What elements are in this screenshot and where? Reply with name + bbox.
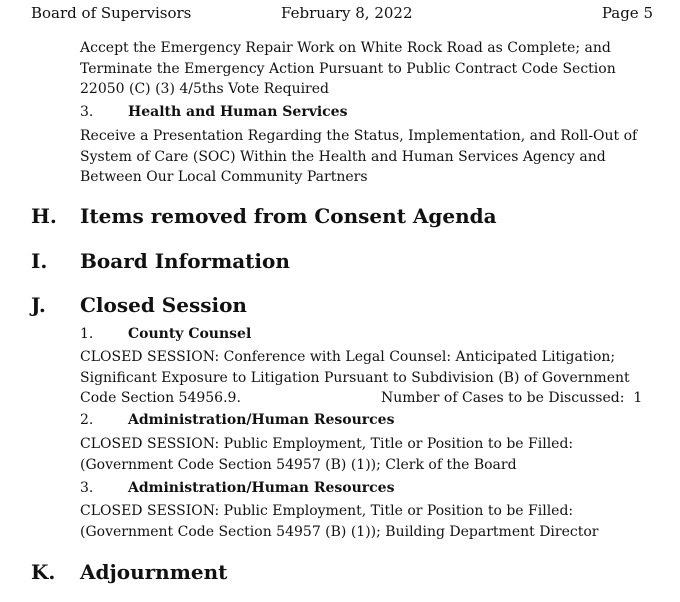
cases-label: Number of Cases to be Discussed: — [381, 390, 625, 406]
intro-line: Accept the Emergency Repair Work on White Rock Road as Complete; and — [80, 40, 611, 56]
agenda-item-health-human-services — [80, 103, 347, 121]
intro-line: Terminate the Emergency Action Pursuant to Public Contract Code Section — [80, 60, 616, 77]
section-letter: J. — [31, 293, 46, 317]
description-line: (Government Code Section 54957 (B) (1)); Clerk of the Board — [80, 456, 517, 473]
description-line: System of Care (SOC) Within the Health and Human Services Agency and — [80, 148, 606, 165]
description-line: CLOSED SESSION: Public Employment, Title or Position to be Filled: — [80, 503, 574, 519]
description-line: Receive a Presentation Regarding the Status, Implementation, and Roll-Out of — [80, 128, 638, 144]
item-description — [80, 434, 660, 475]
agenda-item-admin-hr-building — [80, 479, 394, 497]
item-description — [80, 126, 660, 188]
item-title: Administration/Human Resources — [128, 412, 395, 428]
item-title: Administration/Human Resources — [128, 480, 395, 496]
description-text: Code Section 54956.9. — [80, 390, 241, 406]
description-line: CLOSED SESSION: Conference with Legal Counsel: Anticipated Litigation; — [80, 349, 616, 365]
description-line: Between Our Local Community Partners — [80, 169, 368, 185]
cases-value: 1 — [633, 390, 643, 406]
intro-line: 22050 (C) (3) 4/5ths Vote Required — [80, 81, 329, 97]
agenda-item-admin-hr-clerk — [80, 411, 394, 429]
item-number: 2. — [80, 412, 94, 428]
item-title: Health and Human Services — [128, 104, 348, 120]
header-page-number: Page 5 — [601, 4, 653, 22]
description-line: (Government Code Section 54957 (B) (1)); Building Department Director — [80, 523, 599, 540]
description-line — [80, 388, 660, 409]
section-letter: K. — [31, 560, 56, 584]
item-number: 1. — [80, 326, 94, 342]
agenda-item-county-counsel — [80, 325, 251, 343]
item-description — [80, 501, 660, 542]
section-letter: I. — [31, 249, 48, 273]
section-letter: H. — [31, 204, 57, 228]
section-title: Closed Session — [80, 293, 247, 317]
item-description — [80, 347, 660, 409]
description-line: CLOSED SESSION: Public Employment, Title or Position to be Filled: — [80, 436, 574, 452]
section-title: Board Information — [80, 249, 290, 273]
item-number: 3. — [80, 104, 94, 120]
section-title: Adjournment — [80, 560, 228, 584]
header-board-name: Board of Supervisors — [31, 4, 192, 22]
section-title: Items removed from Consent Agenda — [80, 204, 497, 228]
item-number: 3. — [80, 480, 94, 496]
description-line: Significant Exposure to Litigation Pursuant to Subdivision (B) of Government — [80, 369, 630, 386]
header-date: February 8, 2022 — [281, 4, 413, 22]
item-title: County Counsel — [128, 326, 252, 342]
cases-count — [381, 388, 642, 409]
intro-paragraph — [80, 38, 660, 100]
